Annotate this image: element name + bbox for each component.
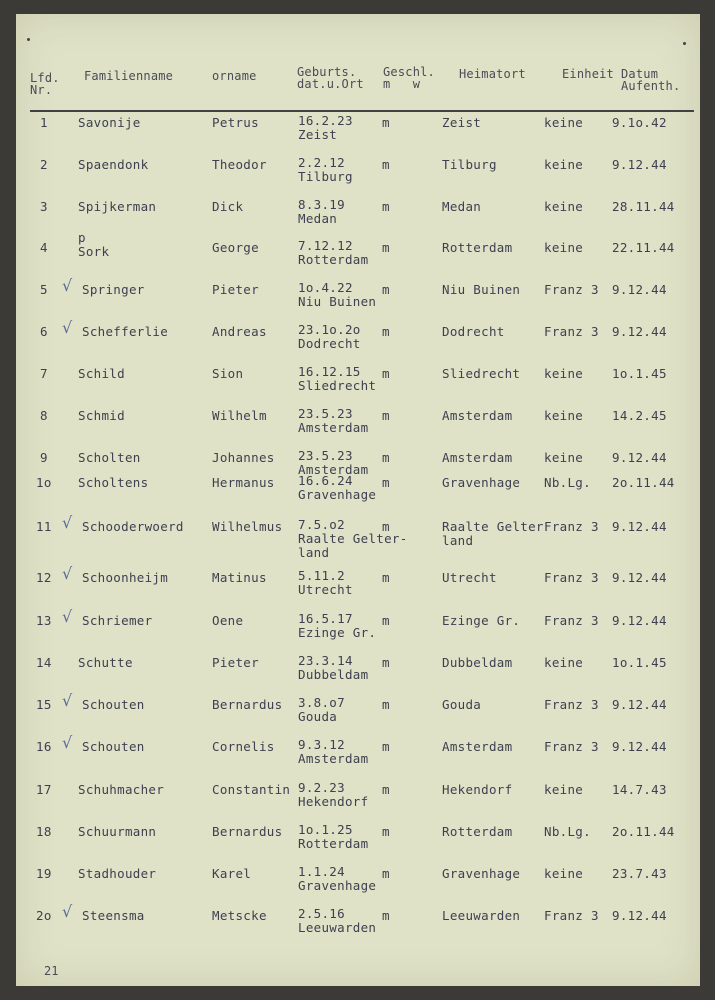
unit: keine — [544, 408, 584, 423]
unit: Franz 3 — [544, 282, 599, 297]
row-number: 11 — [36, 519, 52, 534]
first-name: Metscke — [212, 908, 267, 923]
row-number: 13 — [36, 613, 52, 628]
sex: m — [382, 824, 390, 839]
check-mark: √ — [62, 902, 73, 921]
hometown: Rotterdam — [442, 240, 513, 255]
sex: m — [382, 282, 390, 297]
header-sex: Geschl. m w — [383, 65, 435, 91]
header-rule — [30, 110, 694, 112]
check-mark: √ — [62, 276, 73, 295]
table-row — [16, 197, 700, 242]
table-row — [16, 473, 700, 518]
stay-date: 14.2.45 — [612, 408, 667, 423]
first-name: Wilhelmus — [212, 519, 283, 534]
hometown: Tilburg — [442, 157, 497, 172]
unit: keine — [544, 366, 584, 381]
family-name: Schriemer — [82, 613, 153, 628]
sex: m — [382, 697, 390, 712]
birth-date-place: 16.6.24 Gravenhage — [298, 473, 377, 502]
hometown: Niu Buinen — [442, 282, 521, 297]
table-row — [16, 780, 700, 825]
table-row — [16, 276, 700, 325]
stay-date: 9.12.44 — [612, 157, 667, 172]
stay-date: 9.12.44 — [612, 697, 667, 712]
row-number: 2o — [36, 908, 52, 923]
family-name: p Sork — [78, 230, 110, 259]
row-number: 6 — [40, 324, 48, 339]
header-family-name: Familienname — [84, 69, 174, 83]
family-name: Schutte — [78, 655, 133, 670]
birth-date-place: 7.12.12 Rotterdam — [298, 238, 369, 267]
stay-date: 2o.11.44 — [612, 475, 675, 490]
row-number: 9 — [40, 450, 48, 465]
family-name: Schouten — [82, 697, 145, 712]
birth-date-place: 16.2.23 Zeist — [298, 113, 353, 142]
family-name: Spijkerman — [78, 199, 157, 214]
stay-date: 9.12.44 — [612, 450, 667, 465]
row-number: 8 — [40, 408, 48, 423]
first-name: Karel — [212, 866, 252, 881]
family-name: Schooderwoerd — [82, 519, 184, 534]
table-row — [16, 691, 700, 740]
table-row — [16, 364, 700, 409]
family-name: Schuhmacher — [78, 782, 165, 797]
sex: m — [382, 240, 390, 255]
sex: m — [382, 324, 390, 339]
hometown: Ezinge Gr. — [442, 613, 521, 628]
table-row — [16, 822, 700, 867]
first-name: Theodor — [212, 157, 267, 172]
stay-date: 1o.1.45 — [612, 655, 667, 670]
hometown: Amsterdam — [442, 739, 513, 754]
family-name: Schmid — [78, 408, 125, 423]
table-row — [16, 902, 700, 951]
stay-date: 9.12.44 — [612, 519, 667, 534]
hometown: Leeuwarden — [442, 908, 521, 923]
birth-date-place: 8.3.19 Medan — [298, 197, 345, 226]
sex: m — [382, 366, 390, 381]
family-name: Schouten — [82, 739, 145, 754]
sex: m — [382, 408, 390, 423]
birth-date-place: 5.11.2 Utrecht — [298, 568, 353, 597]
row-number: 15 — [36, 697, 52, 712]
sex: m — [382, 782, 390, 797]
table-row — [16, 564, 700, 613]
check-mark: √ — [62, 691, 73, 710]
stay-date: 23.7.43 — [612, 866, 667, 881]
unit: Franz 3 — [544, 697, 599, 712]
hometown: Utrecht — [442, 570, 497, 585]
row-number: 12 — [36, 570, 52, 585]
family-name: Schuurmann — [78, 824, 157, 839]
sex: m — [382, 157, 390, 172]
unit: keine — [544, 655, 584, 670]
table-row — [16, 607, 700, 656]
table-row — [16, 113, 700, 158]
table-row — [16, 864, 700, 909]
row-number: 7 — [40, 366, 48, 381]
hometown: Raalte Gelter land — [442, 519, 544, 548]
stay-date: 9.12.44 — [612, 613, 667, 628]
unit: Nb.Lg. — [544, 475, 591, 490]
birth-date-place: 23.1o.2o Dodrecht — [298, 322, 361, 351]
table-row — [16, 406, 700, 451]
paper-speck — [27, 38, 30, 41]
check-mark: √ — [62, 513, 73, 532]
sex: m — [382, 519, 390, 534]
check-mark: √ — [62, 564, 73, 583]
sex: m — [382, 613, 390, 628]
hometown: Hekendorf — [442, 782, 513, 797]
table-row — [16, 155, 700, 200]
stay-date: 9.12.44 — [612, 908, 667, 923]
first-name: Wilhelm — [212, 408, 267, 423]
family-name: Schoonheijm — [82, 570, 169, 585]
birth-date-place: 3.8.o7 Gouda — [298, 695, 345, 724]
header-date: Datum Aufenth. — [621, 67, 681, 93]
unit: keine — [544, 240, 584, 255]
paper-speck — [683, 42, 686, 45]
row-number: 1o — [36, 475, 52, 490]
hometown: Sliedrecht — [442, 366, 521, 381]
birth-date-place: 1.1.24 Gravenhage — [298, 864, 377, 893]
first-name: Bernardus — [212, 824, 283, 839]
hometown: Dodrecht — [442, 324, 505, 339]
birth-date-place: 23.5.23 Amsterdam — [298, 448, 369, 477]
unit: keine — [544, 866, 584, 881]
header-nr: Lfd. Nr. — [30, 71, 60, 97]
family-name: Scholten — [78, 450, 141, 465]
birth-date-place: 9.2.23 Hekendorf — [298, 780, 369, 809]
sex: m — [382, 475, 390, 490]
family-name: Springer — [82, 282, 145, 297]
first-name: Andreas — [212, 324, 267, 339]
first-name: Dick — [212, 199, 244, 214]
stay-date: 22.11.44 — [612, 240, 675, 255]
header-first-name: orname — [212, 69, 257, 83]
table-row — [16, 230, 700, 283]
hometown: Medan — [442, 199, 482, 214]
row-number: 1 — [40, 115, 48, 130]
unit: keine — [544, 450, 584, 465]
hometown: Gravenhage — [442, 475, 521, 490]
first-name: Johannes — [212, 450, 275, 465]
row-number: 17 — [36, 782, 52, 797]
stay-date: 9.12.44 — [612, 570, 667, 585]
family-name: Savonije — [78, 115, 141, 130]
sex: m — [382, 908, 390, 923]
birth-date-place: 23.5.23 Amsterdam — [298, 406, 369, 435]
unit: keine — [544, 115, 584, 130]
hometown: Dubbeldam — [442, 655, 513, 670]
family-name: Scholtens — [78, 475, 149, 490]
first-name: Petrus — [212, 115, 259, 130]
header-hometown: Heimatort — [459, 67, 526, 81]
header-unit: Einheit — [562, 67, 614, 81]
header-birth: Geburts. dat.u.Ort — [297, 65, 364, 91]
stay-date: 9.1o.42 — [612, 115, 667, 130]
hometown: Gravenhage — [442, 866, 521, 881]
sex: m — [382, 866, 390, 881]
first-name: Constantin — [212, 782, 291, 797]
check-mark: √ — [62, 733, 73, 752]
birth-date-place: 2.5.16 Leeuwarden — [298, 906, 377, 935]
family-name: Schefferlie — [82, 324, 169, 339]
unit: Franz 3 — [544, 324, 599, 339]
check-mark: √ — [62, 318, 73, 337]
first-name: Pieter — [212, 655, 259, 670]
hometown: Gouda — [442, 697, 482, 712]
hometown: Rotterdam — [442, 824, 513, 839]
first-name: Cornelis — [212, 739, 275, 754]
birth-date-place: 2.2.12 Tilburg — [298, 155, 353, 184]
document-page — [16, 14, 700, 986]
family-name: Spaendonk — [78, 157, 149, 172]
stay-date: 2o.11.44 — [612, 824, 675, 839]
row-number: 16 — [36, 739, 52, 754]
first-name: Sion — [212, 366, 244, 381]
birth-date-place: 1o.4.22 Niu Buinen — [298, 280, 377, 309]
sex: m — [382, 450, 390, 465]
unit: Nb.Lg. — [544, 824, 591, 839]
family-name: Schild — [78, 366, 125, 381]
sex: m — [382, 115, 390, 130]
sex: m — [382, 570, 390, 585]
table-row — [16, 318, 700, 367]
family-name: Steensma — [82, 908, 145, 923]
birth-date-place: 23.3.14 Dubbeldam — [298, 653, 369, 682]
first-name: Oene — [212, 613, 244, 628]
row-number: 18 — [36, 824, 52, 839]
unit: Franz 3 — [544, 613, 599, 628]
stay-date: 9.12.44 — [612, 324, 667, 339]
stay-date: 9.12.44 — [612, 739, 667, 754]
row-number: 4 — [40, 240, 48, 255]
birth-date-place: 16.12.15 Sliedrecht — [298, 364, 377, 393]
unit: keine — [544, 199, 584, 214]
table-row — [16, 653, 700, 698]
stay-date: 1o.1.45 — [612, 366, 667, 381]
stay-date: 14.7.43 — [612, 782, 667, 797]
sex: m — [382, 739, 390, 754]
next-row-number: 21 — [44, 964, 59, 978]
unit: keine — [544, 782, 584, 797]
row-number: 19 — [36, 866, 52, 881]
first-name: Hermanus — [212, 475, 275, 490]
birth-date-place: 1o.1.25 Rotterdam — [298, 822, 369, 851]
table-row — [16, 733, 700, 782]
unit: Franz 3 — [544, 908, 599, 923]
birth-date-place: 16.5.17 Ezinge Gr. — [298, 611, 377, 640]
hometown: Amsterdam — [442, 450, 513, 465]
unit: keine — [544, 157, 584, 172]
row-number: 5 — [40, 282, 48, 297]
hometown: Amsterdam — [442, 408, 513, 423]
sex: m — [382, 199, 390, 214]
row-number: 14 — [36, 655, 52, 670]
table-header — [16, 65, 700, 110]
birth-date-place: 9.3.12 Amsterdam — [298, 737, 369, 766]
row-number: 2 — [40, 157, 48, 172]
family-name: Stadhouder — [78, 866, 157, 881]
stay-date: 28.11.44 — [612, 199, 675, 214]
unit: Franz 3 — [544, 739, 599, 754]
hometown: Zeist — [442, 115, 482, 130]
stay-date: 9.12.44 — [612, 282, 667, 297]
check-mark: √ — [62, 607, 73, 626]
row-number: 3 — [40, 199, 48, 214]
first-name: Pieter — [212, 282, 259, 297]
table-row — [16, 513, 700, 562]
sex: m — [382, 655, 390, 670]
birth-date-place: 7.5.o2 Raalte Gelter- land — [298, 517, 408, 560]
first-name: Bernardus — [212, 697, 283, 712]
unit: Franz 3 — [544, 570, 599, 585]
first-name: Matinus — [212, 570, 267, 585]
first-name: George — [212, 240, 259, 255]
unit: Franz 3 — [544, 519, 599, 534]
